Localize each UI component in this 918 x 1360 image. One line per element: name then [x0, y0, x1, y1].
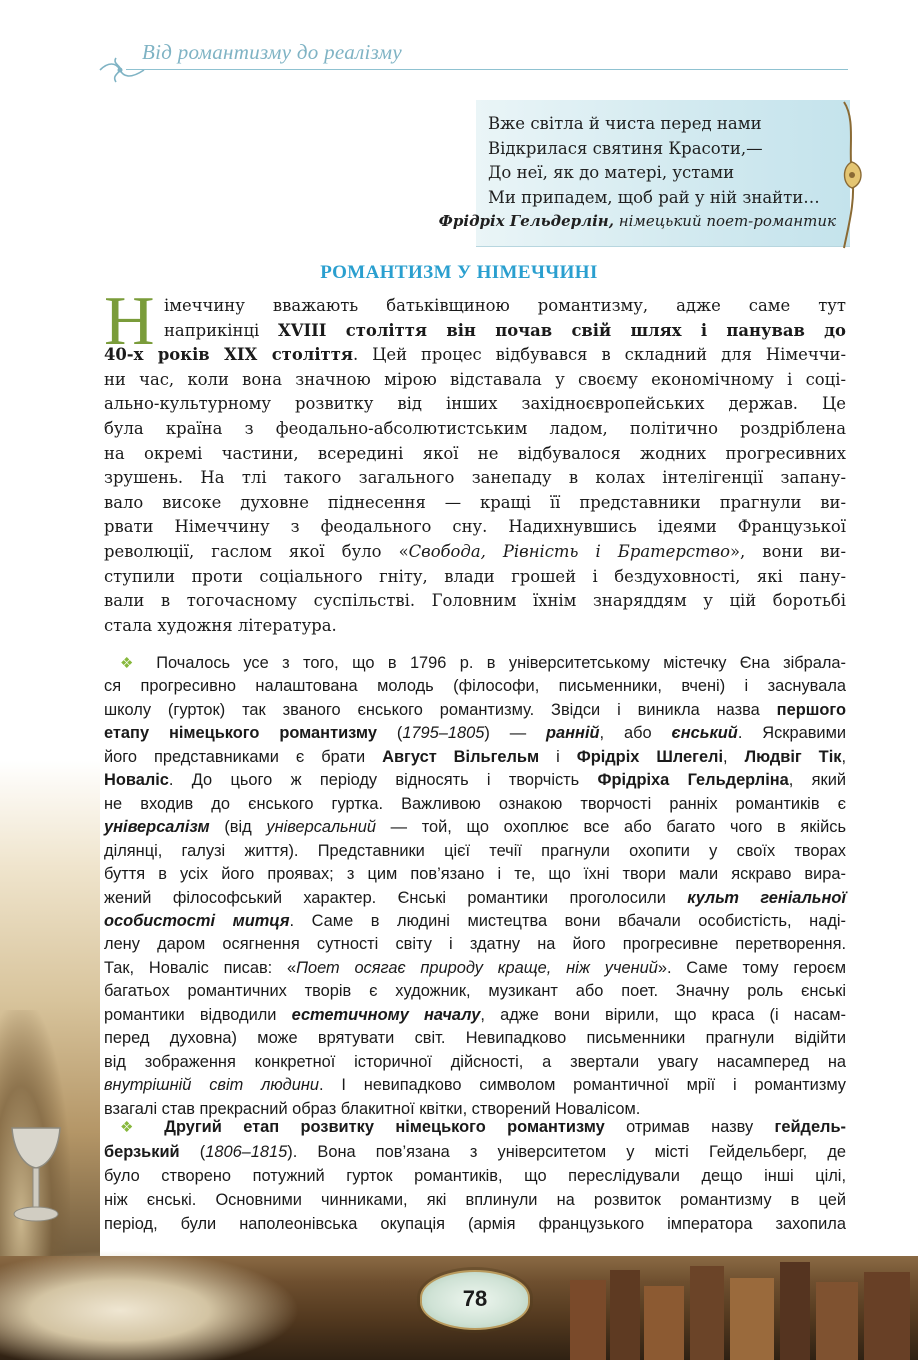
text-line: наприкінці XVIII століття він почав свій шлях і панував до [164, 320, 846, 340]
text-line: особистості митця. Саме в людині мистецтва вони вбачали особистість, наді- [104, 911, 846, 930]
text-line: ни час, коли вона значною мірою відставала у своєму економічному і соці- [104, 369, 846, 389]
text-line: жений філософський характер. Єнські романтики проголосили культ геніальної [104, 888, 846, 907]
epigraph-verse [488, 112, 820, 210]
open-book-artwork [0, 1250, 300, 1360]
text-line: період, були наполеонівська окупація (армія французького імператора захопила [104, 1215, 846, 1233]
text-line: імеччину вважають батьківщиною романтизму, адже саме тут [164, 296, 846, 315]
text-line: ступили проти соціального гніту, влади грошей і бездуховності, які пану- [104, 566, 846, 586]
text-line: лену даром осягнення сутності світу і здатну на його прогресивне перетворення. [104, 935, 846, 954]
text-line: Новаліс. До цього ж періоду відносять і творчість Фрідріха Гельдерліна, який [104, 771, 847, 790]
text-line: була країна з феодально-абсолютистським ладом, політично роздріблена [104, 418, 846, 438]
goblet-icon [6, 1120, 66, 1230]
text-line: рвати Німеччину з феодального сну. Надихнувшись ідеями Французької [104, 517, 846, 537]
epigraph-author-desc: німецький поет-романтик [613, 212, 836, 230]
epigraph-line: Вже світла й чиста перед нами [488, 114, 762, 133]
diamond-bullet-icon: ❖ [120, 655, 143, 672]
header-title: Від романтизму до реалізму [142, 40, 402, 64]
page-number: 78 [462, 1286, 488, 1311]
epigraph-line: До неї, як до матері, устами [488, 163, 735, 182]
text-line: ❖ Почалось усе з того, що в 1796 р. в університетському містечку Єна зібрала- [120, 654, 846, 672]
text-line: внутрішній світ людини. І невипадково символом романтичної мрії і романтизму [104, 1076, 846, 1095]
text-line: школу (гурток) так званого єнського романтизму. Звідси і виникла назва першого [104, 700, 846, 719]
text-line: ніж єнські. Основними чинниками, які вплинули на розвиток романтизму в цей [104, 1191, 846, 1209]
text-line: взагалі став прекрасний образ блакитної квітки, створений Новалісом. [104, 1099, 641, 1118]
text-line: етапу німецького романтизму (1795–1805) — ранній, або єнський. Яскравими [104, 724, 846, 743]
epigraph-author: Фрідріх Гельдерлін, [438, 212, 614, 230]
text-line: вало високе духовне піднесення — кращі її представники прагнули ви- [104, 492, 846, 512]
jena-paragraph [104, 652, 846, 1121]
drop-cap: Н [104, 283, 155, 360]
epigraph-line: Відкрилася святиня Красоти,— [488, 138, 763, 158]
text-line: берзький (1806–1815). Вона пов’язана з університетом у місті Гейдельберг, де [104, 1143, 847, 1161]
text-line: вали в тогочасному суспільстві. Головним їхнім знаряддям у цій боротьбі [104, 591, 846, 611]
text-line: ся прогресивно налаштована молодь (філософи, письменники, вчені) і заснувала [104, 677, 846, 696]
text-line: універсалізм (від універсальний — той, що охоплює все або багато чого в якійсь [104, 818, 846, 837]
text-line: на окремі частини, всередині якої не відбувалося жодних прогресивних [104, 443, 846, 463]
page-number-badge [420, 1270, 530, 1330]
text-line: багатьох романтичних творів є художник, музикант або поет. Значну роль єнські [104, 982, 846, 1001]
section-title: РОМАНТИЗМ У НІМЕЧЧИНІ [320, 262, 598, 283]
fleuron-ornament-icon [98, 52, 146, 88]
text-line: перед духовна) може врятувати світ. Невипадково письменники прагнули відійти [104, 1029, 846, 1048]
intro-paragraph [104, 283, 846, 638]
text-line: стала художня література. [104, 615, 337, 635]
books-artwork [560, 1256, 918, 1360]
text-line: революції, гаслом якої було «Свобода, Рівність і Братерство», вони ви- [104, 541, 846, 561]
running-header [98, 38, 848, 88]
text-line: ділянці, галузі життя). Представники цієї течії прагнули охопити у своїх творах [104, 841, 846, 860]
diamond-bullet-icon: ❖ [120, 1119, 151, 1136]
text-line: 40-х років XIX століття. Цей процес відбувався в складний для Німеччи- [104, 345, 846, 365]
scroll-ornament-icon [838, 100, 868, 250]
text-line: буття в усіх його проявах; з цим пов’язано і те, що їхні твори мали яскраво вира- [104, 865, 846, 884]
text-line: від зображення конкретної історичної дійсності, а звертали увагу насамперед на [104, 1052, 846, 1071]
text-line: романтики відводили естетичному началу, адже вони вірили, що краса (і насам- [104, 1005, 846, 1024]
text-line: Так, Новаліс писав: «Поет осягає природу краще, ніж учений». Саме тому героєм [104, 958, 846, 977]
epigraph-line: Ми припадем, щоб рай у ній знайти… [488, 187, 820, 207]
epigraph-box [438, 100, 850, 247]
heidelberg-paragraph [104, 1115, 846, 1236]
text-line: його представниками є брати Август Вільгельм і Фрідріх Шлегелі, Людвіг Тік, [104, 747, 847, 766]
text-line: не входив до єнського гуртка. Важливою ознакою творчості ранніх романтиків є [104, 794, 846, 813]
text-line: ально-культурному розвитку від інших західноєвропейських держав. Це [104, 394, 846, 414]
text-line: ❖ Другий етап розвитку німецького романтизму отримав назву гейдель- [120, 1118, 847, 1136]
text-line: було створено потужний гурток романтиків, що переслідували дещо інші цілі, [104, 1167, 846, 1185]
epigraph-attribution [439, 212, 836, 230]
header-rule [126, 69, 848, 70]
text-line: зрушень. На тлі такого загального занепаду в колах інтелігенції запану- [104, 468, 846, 488]
